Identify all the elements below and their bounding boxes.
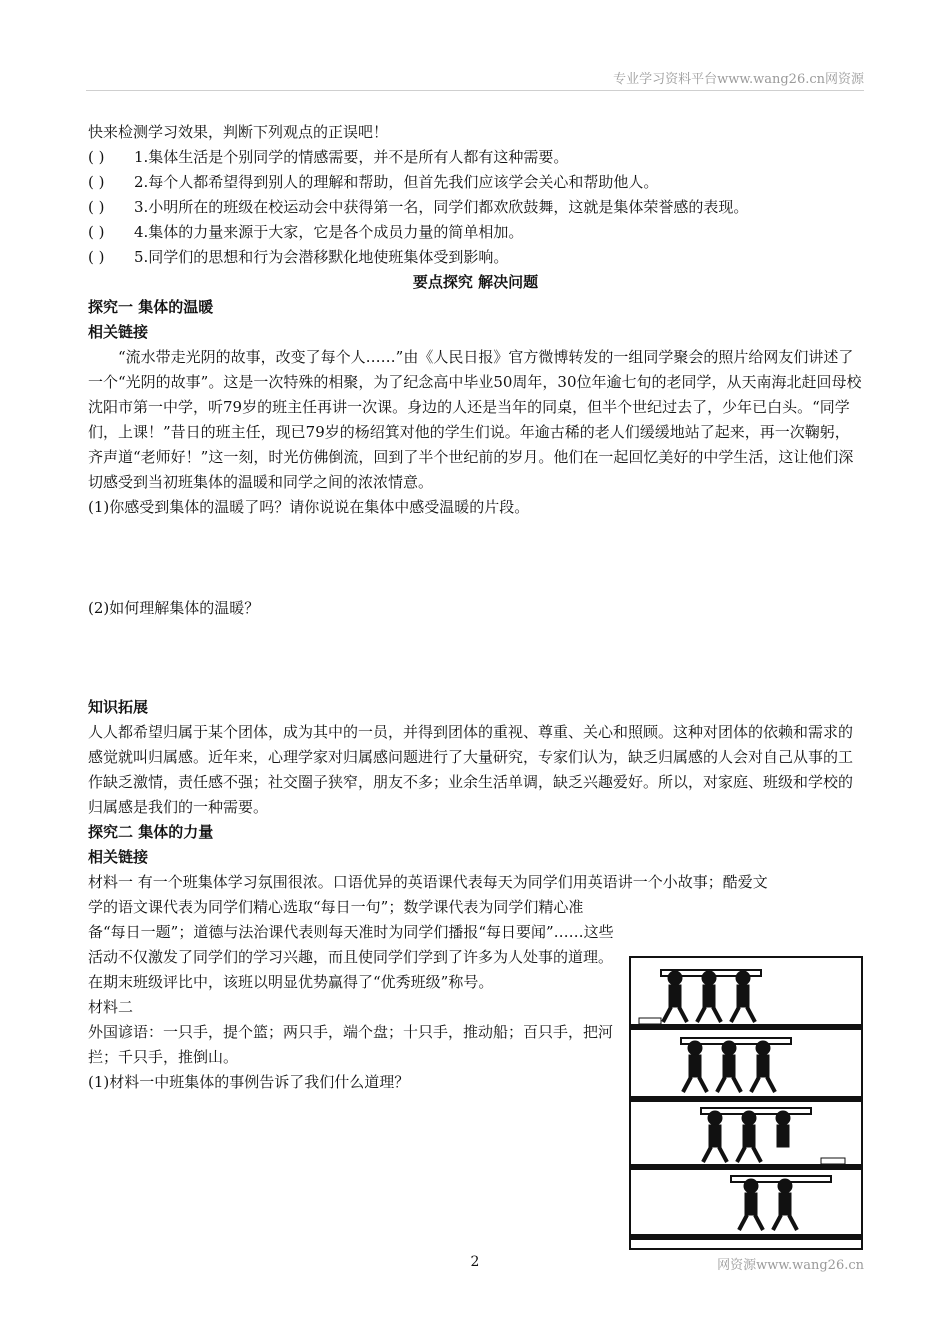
answer-blank[interactable]: ( ) xyxy=(88,198,105,216)
material1-first-line: 材料一 有一个班集体学习氛围很浓。口语优异的英语课代表每天为同学们用英语讲一个小故事；酷爱文 xyxy=(88,873,768,891)
explore1-title: 探究一 集体的温暖 xyxy=(88,298,214,316)
answer-space[interactable] xyxy=(88,621,863,695)
answer-blank[interactable]: ( ) xyxy=(88,248,105,266)
quiz-statement: 5.同学们的思想和行为会潜移默化地使班集体受到影响。 xyxy=(134,248,509,266)
cartoon-image xyxy=(631,958,861,1248)
quiz-item xyxy=(88,170,863,195)
material-text-column xyxy=(88,895,618,1095)
explore2-question-1: (1)材料一中班集体的事例告诉了我们什么道理？ xyxy=(88,1073,410,1091)
header-source: 专业学习资料平台www.wang26.cn网资源 xyxy=(613,72,864,87)
quiz-statement: 2.每个人都希望得到别人的理解和帮助，但首先我们应该学会关心和帮助他人。 xyxy=(134,173,659,191)
quiz-item xyxy=(88,145,863,170)
explore2-link-label: 相关链接 xyxy=(88,848,149,866)
explore1-passage: “流水带走光阴的故事，改变了每个人……”由《人民日报》官方微博转发的一组同学聚会的照片给网友们讲述了一个“光阴的故事”。这是一次特殊的相聚，为了纪念高中毕业50周年，30位年逾七旬的老同学，从天南海北赶回母校沈阳市第一中学，听79岁的班主任再讲一次课。身边的人还是当年的同桌，但半个世纪过去了，少年已白头。“同学们，上课！”昔日的班主任，现已79岁的杨绍箕对他的学生们说。年逾古稀的老人们缓缓地站了起来，再一次鞠躬，齐声道“老师好！”这一刻，时光仿佛倒流，回到了半个世纪前的岁月。他们在一起回忆美好的中学生活，这让他们深切感受到当初班集体的温暖和同学之间的浓浓情意。 xyxy=(88,348,862,491)
section-title: 要点探究 解决问题 xyxy=(412,273,539,291)
explore1-question-1: (1)你感受到集体的温暖了吗？请你说说在集体中感受温暖的片段。 xyxy=(88,498,530,516)
explore1-question-2: (2)如何理解集体的温暖？ xyxy=(88,599,260,617)
page-content xyxy=(88,120,863,1095)
header-divider xyxy=(86,90,864,91)
explore2-title: 探究二 集体的力量 xyxy=(88,823,214,841)
knowledge-text: 人人都希望归属于某个团体，成为其中的一员，并得到团体的重视、尊重、关心和照顾。这种对团体的依赖和需求的感觉就叫归属感。近年来，心理学家对归属感问题进行了大量研究，专家们认为，缺乏归属感的人会对自己从事的工作缺乏激情，责任感不强；社交圈子狭窄，朋友不多；业余生活单调，缺乏兴趣爱好。所以，对家庭、班级和学校的归属感是我们的一种需要。 xyxy=(88,723,854,816)
quiz-statement: 3.小明所在的班级在校运动会中获得第一名，同学们都欢欣鼓舞，这就是集体荣誉感的表现。 xyxy=(134,198,749,216)
quiz-list xyxy=(88,145,863,270)
explore1-link-label: 相关链接 xyxy=(88,323,149,341)
quiz-item xyxy=(88,220,863,245)
quiz-statement: 1.集体生活是个别同学的情感需要，并不是所有人都有这种需要。 xyxy=(134,148,569,166)
answer-blank[interactable]: ( ) xyxy=(88,223,105,241)
page-number: 2 xyxy=(470,1254,480,1270)
footer-source: 网资源www.wang26.cn xyxy=(717,1258,864,1273)
cartoon-illustration xyxy=(629,956,863,1250)
quiz-statement: 4.集体的力量来源于大家，它是各个成员力量的简单相加。 xyxy=(134,223,524,241)
material-block xyxy=(88,870,863,1095)
quiz-intro: 快来检测学习效果，判断下列观点的正误吧！ xyxy=(88,123,389,141)
material1-text: 学的语文课代表为同学们精心选取“每日一句”；数学课代表为同学们精心准备“每日一题”；道德与法治课代表则每天准时为同学们播报“每日要闻”……这些活动不仅激发了同学们的学习兴趣，而且使同学们学到了许多为人处事的道理。在期末班级评比中，该班以明显优势赢得了“优秀班级”称号。 xyxy=(88,898,614,991)
answer-blank[interactable]: ( ) xyxy=(88,148,105,166)
answer-space[interactable] xyxy=(88,520,863,596)
answer-blank[interactable]: ( ) xyxy=(88,173,105,191)
quiz-item xyxy=(88,245,863,270)
quiz-item xyxy=(88,195,863,220)
knowledge-title: 知识拓展 xyxy=(88,698,149,716)
material2-text: 外国谚语：一只手，提个篮；两只手，端个盘；十只手，推动船；百只手，把河拦；千只手，推倒山。 xyxy=(88,1023,614,1066)
material2-label: 材料二 xyxy=(88,998,134,1016)
